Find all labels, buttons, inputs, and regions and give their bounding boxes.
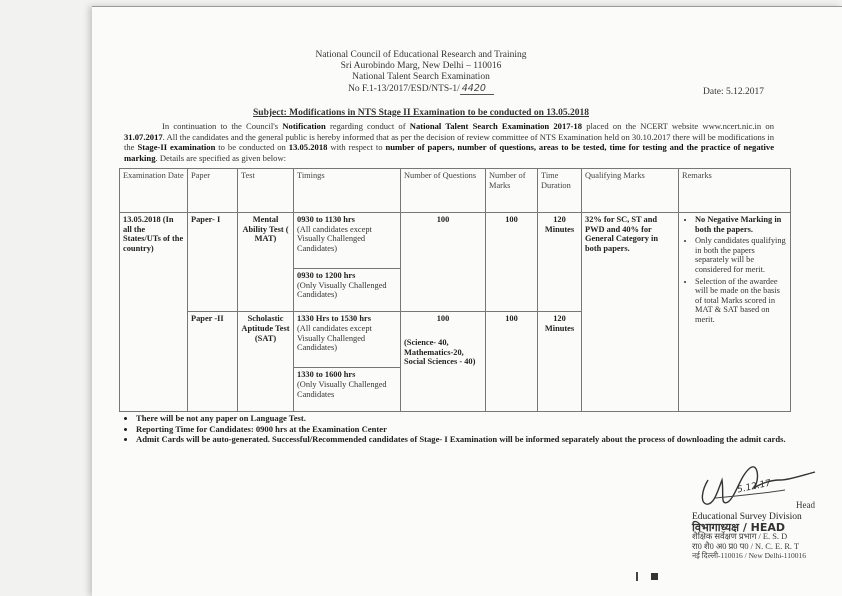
col-header: Remarks bbox=[679, 169, 791, 213]
col-header: Number of Marks bbox=[486, 169, 538, 213]
ref-handwritten: 4420 bbox=[460, 83, 494, 95]
timing-cell: 0930 to 1200 hrs (Only Visually Challenged Candidates) bbox=[294, 268, 401, 312]
stamp-title: विभागाध्यक्ष / HEAD bbox=[692, 520, 786, 534]
table-header-row bbox=[120, 169, 791, 213]
col-header: Number of Questions bbox=[401, 169, 486, 213]
subject-line: Subject: Modifications in NTS Stage II Examination to be conducted on 13.05.2018 bbox=[253, 108, 589, 118]
qualifying-marks-cell: 32% for SC, ST and PWD and 40% for General Category in both papers. bbox=[582, 213, 679, 412]
note-item: • Admit Cards will be auto-generated. Successful/Recommended candidates of Stage- I Examination will be informed separately about the process of downloading the admit cards. bbox=[136, 434, 802, 445]
timing-cell: 0930 to 1130 hrs (All candidates except Visually Challenged Candidates) bbox=[294, 213, 401, 269]
stamp-line: शैक्षिक सर्वेक्षण प्रभाग / E. S. D bbox=[692, 532, 788, 542]
col-header: Test bbox=[238, 169, 294, 213]
remark-item: • Selection of the awardee will be made on the basis of total Marks scored in MAT & SAT based on merit. bbox=[695, 277, 787, 325]
notes-list bbox=[122, 413, 802, 445]
questions-cell: 100 bbox=[401, 213, 486, 312]
official-stamp bbox=[692, 513, 806, 561]
col-header: Paper bbox=[188, 169, 238, 213]
stamp-line: रा0 शै0 अ0 प्र0 प0 / N. C. E. R. T bbox=[692, 541, 800, 551]
duration-cell: 120 Minutes bbox=[538, 312, 582, 412]
marks-cell: 100 bbox=[486, 312, 538, 412]
remark-item: • Only candidates qualifying in both the papers separately will be considered for merit. bbox=[695, 236, 787, 274]
ref-number: No F.1-13/2017/ESD/NTS-1/ bbox=[348, 84, 460, 94]
marks-cell: 100 bbox=[486, 213, 538, 312]
col-header: Time Duration bbox=[538, 169, 582, 213]
paper-cell: Paper -II bbox=[188, 312, 238, 412]
note-item: • There will be not any paper on Language Test. bbox=[136, 413, 802, 424]
col-header: Timings bbox=[294, 169, 401, 213]
table-row bbox=[120, 213, 791, 269]
remark-item: • No Negative Marking in both the papers. bbox=[695, 215, 787, 234]
note-item: • Reporting Time for Candidates: 0900 hrs at the Examination Center bbox=[136, 424, 802, 435]
questions-cell: 100 (Science- 40, Mathematics-20, Social Sciences - 40) bbox=[401, 312, 486, 412]
timing-cell: 1330 to 1600 hrs (Only Visually Challenged Candidates bbox=[294, 368, 401, 412]
scan-mark bbox=[651, 573, 658, 580]
header-exam: National Talent Search Examination bbox=[352, 72, 490, 82]
duration-cell: 120 Minutes bbox=[538, 213, 582, 312]
timing-cell: 1330 Hrs to 1530 hrs (All candidates except Visually Challenged Candidates) bbox=[294, 312, 401, 368]
stamp-line: नई दिल्ली-110016 / New Delhi-110016 bbox=[692, 551, 807, 561]
test-cell: Scholastic Aptitude Test (SAT) bbox=[238, 312, 294, 412]
division-name: Educational Survey Division bbox=[692, 512, 802, 522]
test-cell: Mental Ability Test ( MAT) bbox=[238, 213, 294, 312]
col-header: Examination Date bbox=[120, 169, 188, 213]
header-council: National Council of Educational Research and Training bbox=[315, 50, 527, 60]
exam-schedule-table bbox=[119, 168, 791, 412]
scan-mark bbox=[636, 572, 638, 581]
header-address: Sri Aurobindo Marg, New Delhi – 110016 bbox=[340, 61, 502, 71]
body-paragraph: In continuation to the Council's Notification regarding conduct of National Talent Search Examination 2017-18 placed on the NCERT website www.ncert.nic.in on 31.07.2017. All the candidates and the general public is hereby informed that as per the decision of review committee of NTS Examination held on 30.10.2017 there will be modifications in the Stage-II examination to be conducted on 13.05.2018 with respect to number of papers, number of questions, areas to be tested, time for testing and the practice of negative marking. Details are specified as given below: bbox=[124, 121, 775, 163]
signature-date: 5.12.17 bbox=[736, 478, 773, 496]
letter-date: Date: 5.12.2017 bbox=[703, 87, 764, 97]
paper-cell: Paper- I bbox=[188, 213, 238, 312]
col-header: Qualifying Marks bbox=[582, 169, 679, 213]
exam-date-cell: 13.05.2018 (In all the States/UTs of the country) bbox=[120, 213, 188, 412]
signatory-title: Head bbox=[796, 500, 815, 510]
remarks-cell bbox=[679, 213, 791, 412]
